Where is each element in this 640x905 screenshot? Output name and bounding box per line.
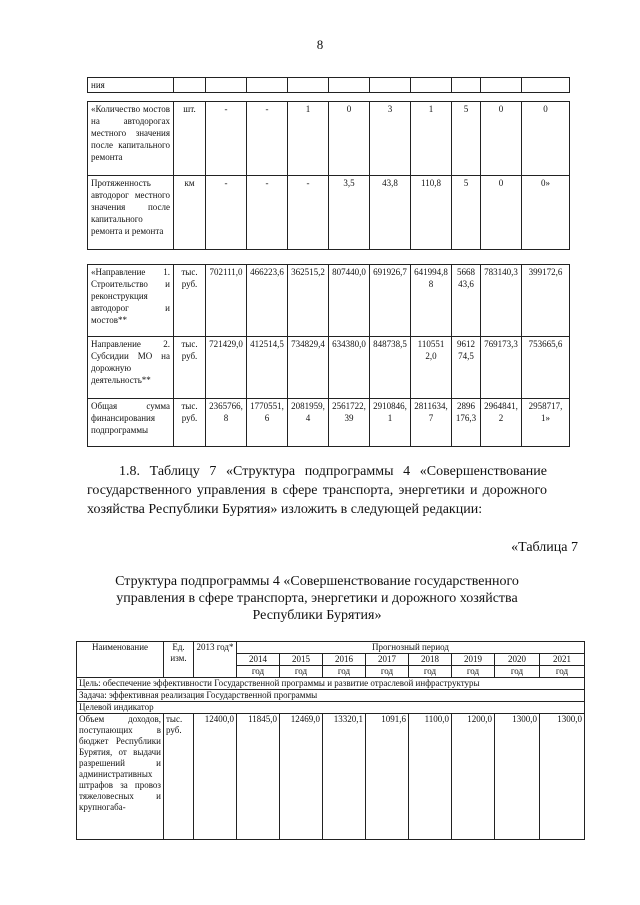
value-cell: 12469,0 [280, 714, 323, 840]
value-cell: 1770551,6 [247, 399, 288, 447]
table-row [88, 102, 570, 176]
row-name: Общая сумма финансирования подпрограммы [88, 399, 174, 447]
value-cell: 848738,5 [370, 337, 411, 399]
row-unit: тыс. руб. [174, 399, 206, 447]
value-cell: 110551 2,0 [411, 337, 452, 399]
year-header: 2019 [452, 654, 495, 666]
table-row [77, 714, 585, 840]
value-cell: 1200,0 [452, 714, 495, 840]
base-value: 12400,0 [194, 714, 237, 840]
value-cell: 0 [481, 176, 522, 250]
year-header: 2015 [280, 654, 323, 666]
value-cell: 110,8 [411, 176, 452, 250]
value-cell: 11845,0 [237, 714, 280, 840]
value-cell: 362515,2 [288, 265, 329, 337]
table-row [88, 265, 570, 337]
value-cell: 2561722,39 [329, 399, 370, 447]
value-cell: 2365766,8 [206, 399, 247, 447]
value-cell: 0 [329, 102, 370, 176]
year-header: 2017 [366, 654, 409, 666]
row-unit: тыс. руб. [164, 714, 194, 840]
value-cell: - [247, 176, 288, 250]
row-unit: шт. [174, 102, 206, 176]
year-word: год [280, 666, 323, 678]
year-word: год [540, 666, 585, 678]
value-cell: - [206, 176, 247, 250]
amendment-paragraph: 1.8. Таблицу 7 «Структура подпрограммы 4 «Совершенствование государственного управления в сфере транспорта, энергетики и дорожного хозяйства Республики Бурятия» изложить в следующей редакции: [87, 464, 547, 517]
header-name: Наименование [77, 642, 164, 678]
value-cell: 721429,0 [206, 337, 247, 399]
value-cell: 783140,3 [481, 265, 522, 337]
row-unit: тыс. руб. [174, 265, 206, 337]
value-cell: 1100,0 [409, 714, 452, 840]
year-word: год [495, 666, 540, 678]
value-cell: 0 [481, 102, 522, 176]
indicators-table [87, 77, 570, 93]
goal-row: Цель: обеспечение эффективности Государственной программы и развитие отраслевой инфраструктуры [77, 678, 585, 690]
value-cell: 961274,5 [452, 337, 481, 399]
value-cell: 5 [452, 176, 481, 250]
value-cell: 641994,88 [411, 265, 452, 337]
table-label: «Таблица 7 [511, 540, 578, 555]
year-header: 2016 [323, 654, 366, 666]
header-unit: Ед. изм. [164, 642, 194, 678]
row-name: «Количество мостов на автодорогах местного значения после капитального ремонта [88, 102, 174, 176]
row-name: Объем доходов, поступающих в бюджет Республики Бурятия, от выдачи разрешений и административных штрафов за провоз тяжеловесных и крупногаба- [77, 714, 164, 840]
value-cell: 466223,6 [247, 265, 288, 337]
value-cell: 769173,3 [481, 337, 522, 399]
value-cell: - [247, 102, 288, 176]
table-row [88, 337, 570, 399]
value-cell: 2910846,1 [370, 399, 411, 447]
table-title: Структура подпрограммы 4 «Совершенствование государственного управления в сфере транспорта, энергетики и дорожного хозяйства Республики Бурятия» [115, 574, 519, 623]
value-cell: 2896176,3 [452, 399, 481, 447]
value-cell: 399172,6 [522, 265, 570, 337]
value-cell: 1300,0 [495, 714, 540, 840]
table-row [88, 176, 570, 250]
value-cell: 1091,6 [366, 714, 409, 840]
value-cell: 0» [522, 176, 570, 250]
value-cell: - [206, 102, 247, 176]
financing-table [87, 264, 570, 447]
value-cell: 0 [522, 102, 570, 176]
year-header: 2020 [495, 654, 540, 666]
value-cell: - [288, 176, 329, 250]
value-cell: 2958717,1» [522, 399, 570, 447]
value-cell: 412514,5 [247, 337, 288, 399]
indicator-row: Целевой индикатор [77, 702, 585, 714]
value-cell: 566843,6 [452, 265, 481, 337]
value-cell: 702111,0 [206, 265, 247, 337]
value-cell: 691926,7 [370, 265, 411, 337]
page-number: 8 [316, 37, 324, 52]
value-cell: 1 [411, 102, 452, 176]
value-cell: 1 [288, 102, 329, 176]
value-cell: 1300,0 [540, 714, 585, 840]
row-unit: км [174, 176, 206, 250]
table-row [88, 399, 570, 447]
value-cell: 634380,0 [329, 337, 370, 399]
year-word: год [409, 666, 452, 678]
year-word: год [452, 666, 495, 678]
value-cell: 3,5 [329, 176, 370, 250]
value-cell: 2081959,4 [288, 399, 329, 447]
value-cell: 753665,6 [522, 337, 570, 399]
fragment-cell: ния [88, 78, 174, 93]
value-cell: 43,8 [370, 176, 411, 250]
value-cell: 734829,4 [288, 337, 329, 399]
header-forecast: Прогнозный период [237, 642, 585, 654]
task-row: Задача: эффективная реализация Государственной программы [77, 690, 585, 702]
header-base-year: 2013 год* [194, 642, 237, 678]
year-header: 2021 [540, 654, 585, 666]
value-cell: 2811634,7 [411, 399, 452, 447]
year-word: год [323, 666, 366, 678]
row-name: Направление 2. Субсидии МО на дорожную деятельность** [88, 337, 174, 399]
table-7 [76, 641, 585, 840]
year-word: год [366, 666, 409, 678]
value-cell: 13320,1 [323, 714, 366, 840]
row-unit: тыс. руб. [174, 337, 206, 399]
bridges-roads-table [87, 101, 570, 250]
row-name: Протяженность автодорог местного значения после капитального ремонта и ремонта [88, 176, 174, 250]
value-cell: 5 [452, 102, 481, 176]
year-header: 2014 [237, 654, 280, 666]
value-cell: 2964841,2 [481, 399, 522, 447]
value-cell: 3 [370, 102, 411, 176]
year-header: 2018 [409, 654, 452, 666]
row-name: «Направление 1. Строительство и реконструкция автодорог и мостов** [88, 265, 174, 337]
value-cell: 807440,0 [329, 265, 370, 337]
year-word: год [237, 666, 280, 678]
